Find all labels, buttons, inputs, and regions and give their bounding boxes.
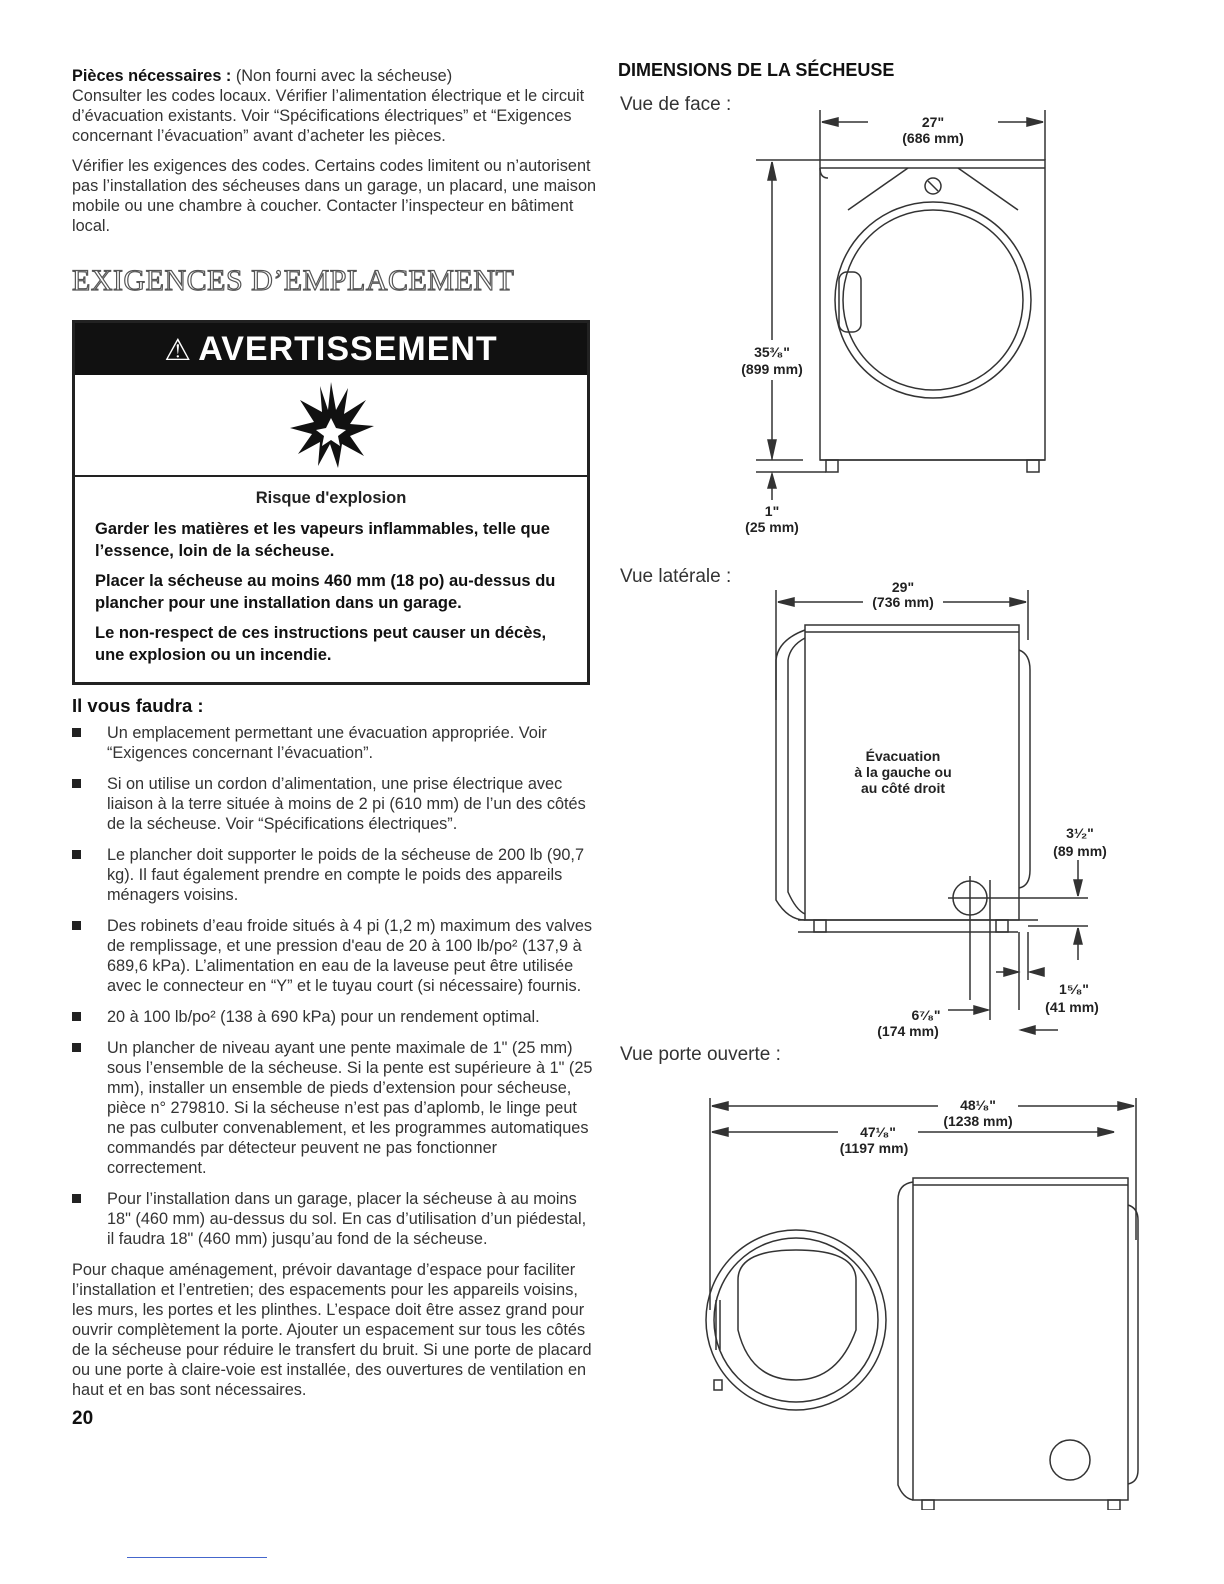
parts-title-suffix: (Non fourni avec la sécheuse) [231, 67, 453, 85]
bullet-icon [72, 1012, 81, 1021]
list-item-text: 20 à 100 lb/po² (138 à 690 kPa) pour un rendement optimal. [107, 1008, 540, 1026]
warning-header-text: AVERTISSEMENT [198, 330, 498, 368]
bullet-icon [72, 921, 81, 930]
parts-text: Consulter les codes locaux. Vérifier l’alimentation électrique et le circuit d’évacuation existants. Voir “Spécifications électriques” et “Exigences concernant l’évacuation” avant d’acheter les pièces. [72, 87, 585, 145]
list-item [72, 845, 597, 905]
front-feet-in: 1" [764, 503, 780, 519]
outro-paragraph: Pour chaque aménagement, prévoir davantage d’espace pour faciliter l’installation et l’entretien; des espacements pour les appareils voisins, les murs, les portes et les plinthes. L’espace doit être assez grand pour ouvrir complètement la porte. Ajouter un espacement sur tous les côtés de la sécheuse pour réduire le transfert du bruit. Si une porte de placard ou une porte à claire-voie est installée, des ouvertures de ventilation en haut et en bas sont nécessaires. [72, 1261, 592, 1399]
list-item-text: Des robinets d’eau froide situés à 4 pi (1,2 m) maximum des valves de remplissage, et une pression d'eau de 20 à 100 lb/po² (137,9 à 689,6 kPa). L’alimentation en eau de la laveuse peut être utilisée avec le connecteur en “Y” et le tuyau court (si nécessaire) fournis. [107, 917, 593, 995]
front-width-mm: (686 mm) [902, 130, 964, 146]
offset-in: 1⁵⁄₈" [1059, 981, 1089, 997]
codes-paragraph: Vérifier les exigences des codes. Certains codes limitent ou n’autorisent pas l’installation des sécheuses dans un garage, un placard, une maison mobile ou une chambre à coucher. Contacter l’inspecteur en bâtiment local. [72, 157, 597, 235]
vent-height-mm: (89 mm) [1053, 843, 1107, 859]
open-view-diagram [698, 1080, 1178, 1510]
right-column [618, 60, 1178, 1500]
warning-paragraph-2: Placer la sécheuse au moins 460 mm (18 po) au-dessus du plancher pour une installation dans un garage. [95, 572, 556, 612]
warning-graphic [75, 375, 587, 477]
footer-divider [127, 1557, 267, 1558]
dimensions-title: DIMENSIONS DE LA SÉCHEUSE [618, 60, 895, 80]
bullet-icon [72, 1043, 81, 1052]
list-item-text: Un plancher de niveau ayant une pente maximale de 1" (25 mm) sous l’ensemble de la sécheuse. Si la pente est supérieure à 1" (25 mm), installer un ensemble de pieds d’extension pour sécheuse, pièce n° 279810. Si la sécheuse n’est pas d’aplomb, le linge peut ne pas culbuter convenablement, et les programmes automatiques commandés par détecteur peuvent ne pas fonctionner correctement. [107, 1039, 593, 1177]
list-item-text: Pour l’installation dans un garage, placer la sécheuse à au moins 18" (460 mm) au-dessus du sol. En cas d’utilisation d’un piédestal, il faudra 18" (460 mm) jusqu’au fond de la sécheuse. [107, 1190, 587, 1248]
warning-box [72, 320, 590, 685]
front-width-in: 27" [921, 114, 945, 130]
warning-paragraph-1: Garder les matières et les vapeurs inflammables, telle que l’essence, loin de la sécheuse. [95, 520, 550, 560]
list-item [72, 1007, 597, 1027]
side-depth-in: 29" [891, 580, 915, 595]
open-inner-in: 47¹⁄₈" [860, 1124, 896, 1140]
front-view-diagram [698, 100, 1178, 550]
warning-risk: Risque d'explosion [255, 489, 407, 507]
parts-paragraph [72, 66, 597, 146]
back-mm: (174 mm) [877, 1023, 939, 1039]
front-height-in: 35³⁄₈" [754, 344, 790, 360]
side-depth-mm: (736 mm) [872, 594, 934, 610]
list-item [72, 1189, 597, 1249]
back-in: 6⁷⁄₈" [911, 1007, 941, 1023]
section-title: EXIGENCES D’EMPLACEMENT [72, 264, 515, 297]
offset-mm: (41 mm) [1045, 999, 1099, 1015]
side-view-diagram [768, 580, 1178, 1040]
bullet-icon [72, 1194, 81, 1203]
bullet-icon [72, 850, 81, 859]
front-feet-mm: (25 mm) [745, 519, 799, 535]
side-view-label: Vue latérale : [620, 566, 732, 587]
warning-header [75, 323, 587, 375]
front-height-mm: (899 mm) [741, 361, 803, 377]
vent-label-line2: à la gauche ou [854, 764, 952, 780]
vent-label-line3: au côté droit [860, 780, 946, 796]
explosion-icon [286, 380, 376, 470]
list-item [72, 916, 597, 996]
page-number: 20 [72, 1408, 94, 1429]
list-item-text: Un emplacement permettant une évacuation appropriée. Voir “Exigences concernant l’évacuation”. [107, 724, 547, 762]
warning-paragraph-3: Le non-respect de ces instructions peut causer un décès, une explosion ou un incendie. [95, 624, 547, 664]
warning-body [75, 477, 587, 682]
left-column [72, 66, 597, 1430]
list-item-text: Si on utilise un cordon d’alimentation, une prise électrique avec liaison à la terre située à moins de 2 pi (610 mm) de l’un des côtés de la sécheuse. Voir “Spécifications électriques”. [107, 775, 586, 833]
vent-label-line1: Évacuation [865, 748, 941, 764]
open-total-mm: (1238 mm) [943, 1113, 1013, 1129]
list-item-text: Le plancher doit supporter le poids de la sécheuse de 200 lb (90,7 kg). Il faut également prendre en compte le poids des appareils ménagers voisins. [107, 846, 585, 904]
open-view-label: Vue porte ouverte : [620, 1044, 781, 1065]
bullet-icon [72, 779, 81, 788]
vent-height-in: 3¹⁄₂" [1066, 825, 1094, 841]
list-item [72, 723, 597, 763]
bullet-icon [72, 728, 81, 737]
list-item [72, 1038, 597, 1178]
list-item [72, 774, 597, 834]
open-total-in: 48¹⁄₈" [960, 1097, 996, 1113]
warning-triangle-icon: ⚠ [164, 334, 193, 367]
front-view-label: Vue de face : [620, 94, 732, 115]
open-inner-mm: (1197 mm) [839, 1140, 909, 1156]
needs-list [72, 723, 597, 1249]
needs-title: Il vous faudra : [72, 695, 204, 716]
parts-title: Pièces nécessaires : [72, 67, 232, 85]
